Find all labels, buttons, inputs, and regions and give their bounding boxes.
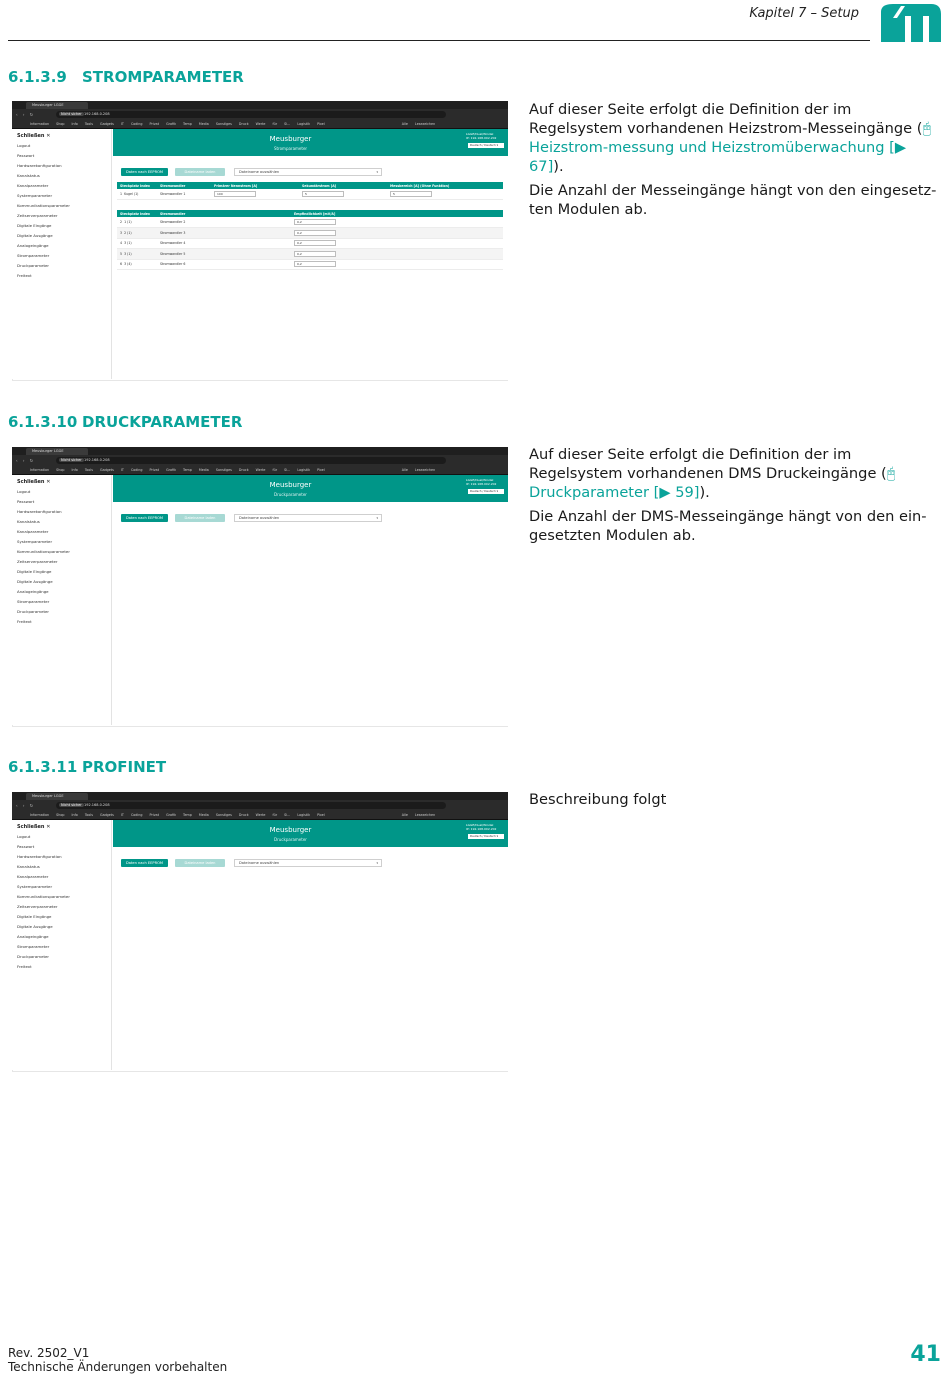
sidebar-item[interactable]: Zeitserverparameter bbox=[17, 559, 58, 564]
sensitivity-input[interactable]: 0,2 bbox=[294, 219, 336, 225]
browser-tab-bar bbox=[12, 792, 508, 800]
column-header: Primärer Nennstrom [A] bbox=[211, 182, 299, 189]
sidebar-item[interactable]: Druckparameter bbox=[17, 609, 49, 614]
table-row: 2 1 (1) Stromwandler 2 0,2 bbox=[117, 217, 503, 228]
sidebar-item[interactable]: Analogeingänge bbox=[17, 934, 49, 939]
sidebar-item[interactable]: Hardwarekonfiguration bbox=[17, 163, 62, 168]
sidebar-item[interactable]: Systemparameter bbox=[17, 884, 53, 889]
sidebar-item[interactable]: Logout bbox=[17, 489, 31, 494]
sidebar-item[interactable]: Kanalstatus bbox=[17, 519, 40, 524]
sidebar-item[interactable]: Analogeingänge bbox=[17, 243, 49, 248]
browser-tab[interactable]: Meusburger LGGE bbox=[26, 102, 88, 109]
column-header: Steckplatz Index bbox=[117, 182, 157, 189]
sidebar-item[interactable]: Passwort bbox=[17, 844, 35, 849]
section-number: 6.1.3.9 bbox=[8, 68, 67, 86]
sidebar-close-button[interactable]: Schließen ✕ bbox=[17, 479, 51, 485]
app-header bbox=[113, 129, 508, 156]
load-file-button[interactable]: Dateiname laden bbox=[175, 859, 225, 867]
sidebar-item[interactable]: Digitale Ausgänge bbox=[17, 579, 53, 584]
sidebar-item[interactable]: Digitale Ausgänge bbox=[17, 233, 53, 238]
section-heading-druckparameter bbox=[8, 413, 242, 431]
page-subtitle: Stromparameter bbox=[273, 146, 308, 151]
chapter-label: Kapitel 7 – Setup bbox=[749, 6, 859, 21]
app-brand: Meusburger bbox=[269, 135, 312, 143]
sidebar-item[interactable]: Kanalparameter bbox=[17, 874, 49, 879]
sidebar-item[interactable]: Digitale Eingänge bbox=[17, 914, 52, 919]
chevron-down-icon: ▾ bbox=[376, 516, 378, 520]
sensitivity-input[interactable]: 0,2 bbox=[294, 261, 336, 267]
browser-address-bar bbox=[12, 109, 508, 120]
sidebar-item[interactable]: Druckparameter bbox=[17, 954, 49, 959]
screenshot-druckparameter bbox=[12, 447, 508, 727]
sidebar-item[interactable]: Analogeingänge bbox=[17, 589, 49, 594]
section-title: DRUCKPARAMETER bbox=[82, 413, 243, 431]
page-number: 41 bbox=[910, 1342, 941, 1367]
sensitivity-input[interactable]: 0,2 bbox=[294, 240, 336, 246]
footer-revision bbox=[8, 1346, 227, 1374]
sidebar-item[interactable]: Digitale Eingänge bbox=[17, 223, 52, 228]
primary-current-input[interactable]: 100 bbox=[214, 191, 256, 197]
current-table-sensitivity bbox=[117, 210, 503, 270]
column-header: Stromwandler bbox=[157, 210, 291, 217]
sidebar-item[interactable]: Hardwarekonfiguration bbox=[17, 509, 62, 514]
section-title: STROMPARAMETER bbox=[82, 68, 244, 86]
column-header: Sekundärstrom [A] bbox=[299, 182, 387, 189]
sidebar-item[interactable]: Zeitserverparameter bbox=[17, 904, 58, 909]
sidebar-item[interactable]: Kommunikationsparameter bbox=[17, 894, 70, 899]
table-row: 1 Kugel (1) Stromwandler 1 100 5 5 bbox=[117, 189, 503, 200]
sidebar-item[interactable]: Hardwarekonfiguration bbox=[17, 854, 62, 859]
sidebar-item[interactable]: Freitext bbox=[17, 273, 32, 278]
bookmark-bar: Information Shop Info Tools Gadgets IT Coding Privat Grafik Temp Media Sonstiges Druck Werte für Si... Logistik Pixel Alle Lesezeichen bbox=[12, 811, 508, 820]
sidebar-item[interactable]: Kommunikationsparameter bbox=[17, 203, 70, 208]
sidebar-item[interactable]: Logout bbox=[17, 834, 31, 839]
sidebar-item[interactable]: Stromparameter bbox=[17, 253, 50, 258]
device-info: LGGE/Dual/Windel IP: 192.168.002.202 bbox=[466, 823, 497, 831]
sidebar-item[interactable]: Kanalparameter bbox=[17, 529, 49, 534]
meusburger-logo-icon bbox=[879, 2, 943, 42]
sidebar-close-button[interactable]: Schließen ✕ bbox=[17, 824, 51, 830]
url-field[interactable]: Nicht sicher 192.168.0.208 bbox=[56, 802, 446, 809]
section-heading-profinet bbox=[8, 758, 166, 776]
sidebar-item[interactable]: Kanalparameter bbox=[17, 183, 49, 188]
app-sidebar bbox=[12, 820, 112, 1070]
sensitivity-input[interactable]: 0,2 bbox=[294, 230, 336, 236]
footer-notice: Technische Änderungen vorbehalten bbox=[8, 1360, 228, 1374]
current-table-main bbox=[117, 182, 503, 200]
screenshot-stromparameter bbox=[12, 101, 508, 381]
save-eeprom-button[interactable]: Daten nach EEPROM bbox=[121, 168, 168, 176]
revision-label: Rev. 2502_V1 bbox=[8, 1346, 90, 1360]
browser-tab-bar bbox=[12, 101, 508, 109]
range-input[interactable]: 5 bbox=[390, 191, 432, 197]
chevron-down-icon: ▾ bbox=[376, 170, 378, 174]
crossref-link[interactable]: 🖰 Heizstrom-messung und Heizstromüberwachung [▶ 67] bbox=[529, 120, 932, 175]
url-field[interactable]: Nicht sicher 192.168.0.208 bbox=[56, 111, 446, 118]
device-info: LGGE/Dual/Windel IP: 192.168.002.202 bbox=[466, 478, 497, 486]
column-header: Messbereich [A] (Ohne Funktion) bbox=[387, 182, 503, 189]
language-select[interactable]: Deutsch / Deutsch ▾ bbox=[468, 143, 504, 148]
sidebar-item[interactable]: Systemparameter bbox=[17, 193, 53, 198]
sidebar-item[interactable]: Systemparameter bbox=[17, 539, 53, 544]
sidebar-item[interactable]: Freitext bbox=[17, 619, 32, 624]
bookmark-bar: Information Shop Info Tools Gadgets IT Coding Privat Grafik Temp Media Sonstiges Druck Werte für Si... Logistik Pixel Alle Lesezeichen bbox=[12, 120, 508, 129]
screenshot-profinet bbox=[12, 792, 508, 1072]
sidebar-item[interactable]: Passwort bbox=[17, 153, 35, 158]
file-select[interactable]: Dateiname auswählen ▾ bbox=[234, 514, 382, 522]
app-brand: Meusburger bbox=[269, 826, 312, 834]
sidebar-item[interactable]: Logout bbox=[17, 143, 31, 148]
sidebar-item[interactable]: Stromparameter bbox=[17, 944, 50, 949]
secondary-current-input[interactable]: 5 bbox=[302, 191, 344, 197]
sidebar-item[interactable]: Digitale Ausgänge bbox=[17, 924, 53, 929]
sidebar-close-button[interactable]: Schließen ✕ bbox=[17, 133, 51, 139]
browser-tab-bar bbox=[12, 447, 508, 455]
sidebar-item[interactable]: Freitext bbox=[17, 964, 32, 969]
app-sidebar bbox=[12, 475, 112, 725]
column-header: Steckplatz Index bbox=[117, 210, 157, 217]
browser-address-bar bbox=[12, 800, 508, 811]
file-select[interactable]: Dateiname auswählen ▾ bbox=[234, 168, 382, 176]
nav-arrows-icon[interactable]: ‹ › ↻ bbox=[16, 112, 36, 117]
section-number: 6.1.3.11 bbox=[8, 758, 78, 776]
column-header: Empfindlichkeit [mV/A] bbox=[291, 210, 503, 217]
page-subtitle: Druckparameter bbox=[274, 492, 307, 497]
page-subtitle: Druckparameter bbox=[274, 837, 307, 842]
nav-arrows-icon[interactable]: ‹ › ↻ bbox=[16, 458, 36, 463]
language-select[interactable]: Deutsch / Deutsch ▾ bbox=[468, 834, 504, 839]
file-select[interactable]: Dateiname auswählen ▾ bbox=[234, 859, 382, 867]
save-eeprom-button[interactable]: Daten nach EEPROM bbox=[121, 859, 168, 867]
sidebar-item[interactable]: Zeitserverparameter bbox=[17, 213, 58, 218]
sidebar-item[interactable]: Passwort bbox=[17, 499, 35, 504]
section-title: PROFINET bbox=[82, 758, 167, 776]
table-row: 4 3 (1) Stromwandler 4 0,2 bbox=[117, 238, 503, 249]
section-number: 6.1.3.10 bbox=[8, 413, 78, 431]
sidebar-item[interactable]: Kanalstatus bbox=[17, 864, 40, 869]
header-rule bbox=[8, 40, 870, 41]
table-row: 5 3 (1) Stromwandler 5 0,2 bbox=[117, 249, 503, 260]
device-info: LGGE/Dual/Windel IP: 192.168.002.202 bbox=[466, 132, 497, 140]
load-file-button[interactable]: Dateiname laden bbox=[175, 168, 225, 176]
browser-tab[interactable]: Meusburger LGGE bbox=[26, 448, 88, 455]
description-druckparameter: Auf dieser Seite erfolgt die Definition der im Regelsystem vorhandenen DMS Druckeingänge (🖰 Druckparameter [▶ 59]). Die Anzahl der DMS-Messeingänge hängt von den ein-gesetzten Modulen ab. bbox=[529, 446, 927, 544]
sidebar-item[interactable]: Stromparameter bbox=[17, 599, 50, 604]
crossref-link[interactable]: 🖰 Druckparameter [▶ 59] bbox=[529, 465, 896, 501]
sidebar-item[interactable]: Kanalstatus bbox=[17, 173, 40, 178]
section-heading-stromparameter bbox=[8, 68, 244, 86]
table-row: 3 2 (1) Stromwandler 3 0,2 bbox=[117, 228, 503, 239]
app-header bbox=[113, 820, 508, 847]
bookmark-bar: Information Shop Info Tools Gadgets IT Coding Privat Grafik Temp Media Sonstiges Druck Werte für Si... Logistik Pixel Alle Lesezeichen bbox=[12, 466, 508, 475]
chevron-down-icon: ▾ bbox=[376, 861, 378, 865]
sidebar-item[interactable]: Digitale Eingänge bbox=[17, 569, 52, 574]
app-sidebar bbox=[12, 129, 112, 379]
load-file-button[interactable]: Dateiname laden bbox=[175, 514, 225, 522]
description-stromparameter: Auf dieser Seite erfolgt die Definition der im Regelsystem vorhandenen Heizstrom-Messeingänge (🖰 Heizstrom-messung und Heizstromüberwachung [▶ 67]). Die Anzahl der Messeingänge hängt von den eingesetz-ten Modulen ab. bbox=[529, 101, 937, 218]
column-header: Stromwandler bbox=[157, 182, 211, 189]
sidebar-item[interactable]: Druckparameter bbox=[17, 263, 49, 268]
browser-address-bar bbox=[12, 455, 508, 466]
app-brand: Meusburger bbox=[269, 481, 312, 489]
language-select[interactable]: Deutsch / Deutsch ▾ bbox=[468, 489, 504, 494]
nav-arrows-icon[interactable]: ‹ › ↻ bbox=[16, 803, 36, 808]
url-field[interactable]: Nicht sicher 192.168.0.208 bbox=[56, 457, 446, 464]
sensitivity-input[interactable]: 0,2 bbox=[294, 251, 336, 257]
browser-tab[interactable]: Meusburger LGGE bbox=[26, 793, 88, 800]
sidebar-item[interactable]: Kommunikationsparameter bbox=[17, 549, 70, 554]
table-row: 6 3 (4) Stromwandler 6 0,2 bbox=[117, 259, 503, 270]
save-eeprom-button[interactable]: Daten nach EEPROM bbox=[121, 514, 168, 522]
app-header bbox=[113, 475, 508, 502]
description-profinet: Beschreibung folgt bbox=[529, 791, 667, 808]
